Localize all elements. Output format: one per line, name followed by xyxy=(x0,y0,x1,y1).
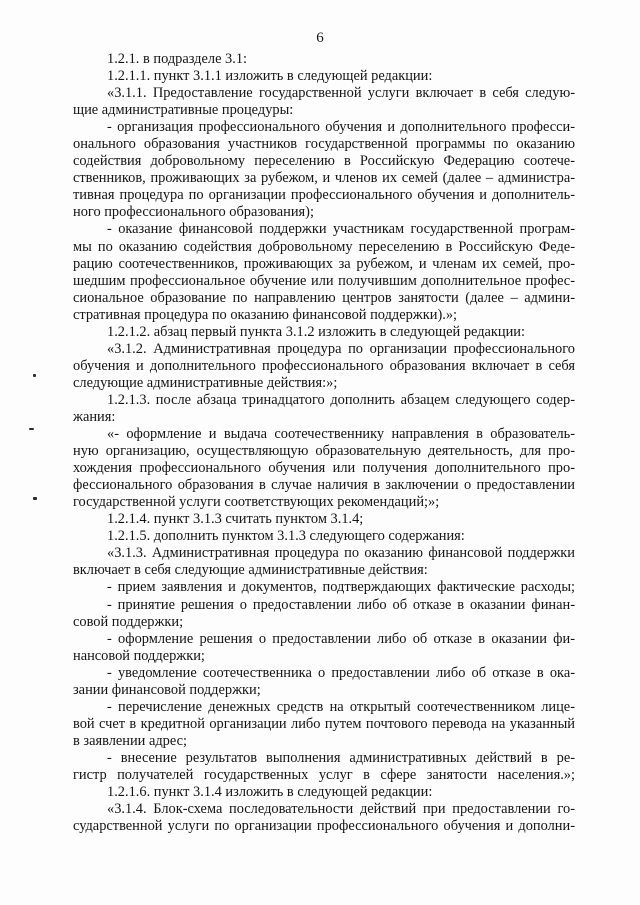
text-line: рацию соотечественников, проживающих за рубежом, и членам их семей, про- xyxy=(73,255,575,272)
text-line: 1.2.1.3. после абзаца тринадцатого дополнить абзацем следующего содер- xyxy=(107,391,575,408)
text-line: шедшим профессиональное обучение или получившим дополнительное профес- xyxy=(73,272,575,289)
scan-speck xyxy=(29,428,34,430)
text-line: фессионального образования в случае наличия в заключении о предоставлении xyxy=(73,477,575,494)
text-line: «3.1.4. Блок-схема последовательности действий при предоставлении го- xyxy=(107,801,575,818)
text-line: мы по оказанию содействия добровольному переселению в Российскую Феде- xyxy=(73,238,575,255)
text-line: вой счет в кредитной организации либо путем почтового перевода на указанный xyxy=(73,715,575,732)
text-line: онального образования участников государственной программы по оказанию xyxy=(73,136,575,153)
text-line: - принятие решения о предоставлении либо об отказе в оказании финан- xyxy=(107,596,575,613)
text-line: «- оформление и выдача соотечественнику направления в образователь- xyxy=(107,426,575,443)
text-line: - оказание финансовой поддержки участникам государственной програм- xyxy=(107,221,575,238)
page-number: 6 xyxy=(316,30,324,46)
text-line: - перечисление денежных средств на открытый соотечественником лице- xyxy=(107,698,575,715)
text-line: 1.2.1.5. дополнить пунктом 3.1.3 следующего содержания: xyxy=(107,528,465,545)
text-line: «3.1.1. Предоставление государственной услуги включает в себя следую- xyxy=(107,85,575,102)
text-line: ного профессионального образования); xyxy=(73,204,314,221)
text-line: - прием заявления и документов, подтверждающих фактические расходы; xyxy=(107,579,575,596)
text-line: включает в себя следующие административные действия: xyxy=(73,562,428,579)
text-line: обучения и дополнительного профессионального образования включает в себя xyxy=(73,357,575,374)
text-line: сиональное образование по направлению центров занятости (далее – админи- xyxy=(73,289,575,306)
scan-speck xyxy=(33,497,37,500)
text-line: хождения профессионального обучения или получения дополнительного про- xyxy=(73,460,575,477)
text-line: тивная процедура по организации профессионального обучения и дополнитель- xyxy=(73,187,575,204)
text-line: ственников, проживающих за рубежом, и членов их семей (далее – администра- xyxy=(73,170,575,187)
text-line: 1.2.1.6. пункт 3.1.4 изложить в следующей редакции: xyxy=(107,784,433,801)
text-line: стративная процедура по оказанию финансовой поддержки).»; xyxy=(73,306,458,323)
text-line: государственной услуги соответствующих рекомендаций;»; xyxy=(73,494,440,511)
text-line: «3.1.2. Административная процедура по организации профессионального xyxy=(107,340,575,357)
text-line: жания: xyxy=(73,408,116,425)
text-line: 1.2.1.4. пункт 3.1.3 считать пунктом 3.1.4; xyxy=(107,511,364,528)
text-line: 1.2.1.2. абзац первый пункта 3.1.2 изложить в следующей редакции: xyxy=(107,323,526,340)
text-line: щие административные процедуры: xyxy=(73,102,294,119)
text-line: сударственной услуги по организации профессионального обучения и дополни- xyxy=(73,818,575,835)
text-line: следующие административные действия:»; xyxy=(73,374,338,391)
text-line: содействия добровольному переселению в Российскую Федерацию соотече- xyxy=(73,153,575,170)
text-line: совой поддержки; xyxy=(73,613,184,630)
document-body xyxy=(73,51,575,835)
scan-speck xyxy=(33,374,36,377)
text-line: - оформление решения о предоставлении либо об отказе в оказании фи- xyxy=(107,630,575,647)
text-line: - организация профессионального обучения и дополнительного професси- xyxy=(107,119,575,136)
text-line: ную организацию, осуществляющую образовательную деятельность, для про- xyxy=(73,443,575,460)
text-line: 1.2.1. в подразделе 3.1: xyxy=(107,51,248,67)
text-line: в заявлении адрес; xyxy=(73,732,187,749)
text-line: «3.1.3. Административная процедура по оказанию финансовой поддержки xyxy=(107,545,575,562)
text-line: зании финансовой поддержки; xyxy=(73,681,261,698)
text-line: 1.2.1.1. пункт 3.1.1 изложить в следующей редакции: xyxy=(107,68,433,85)
text-line: - внесение результатов выполнения административных действий в ре- xyxy=(107,749,575,766)
text-line: гистр получателей государственных услуг в сфере занятости населения.»; xyxy=(73,766,575,783)
text-line: нансовой поддержки; xyxy=(73,647,205,664)
text-line: - уведомление соотечественника о предоставлении либо об отказе в ока- xyxy=(107,664,575,681)
